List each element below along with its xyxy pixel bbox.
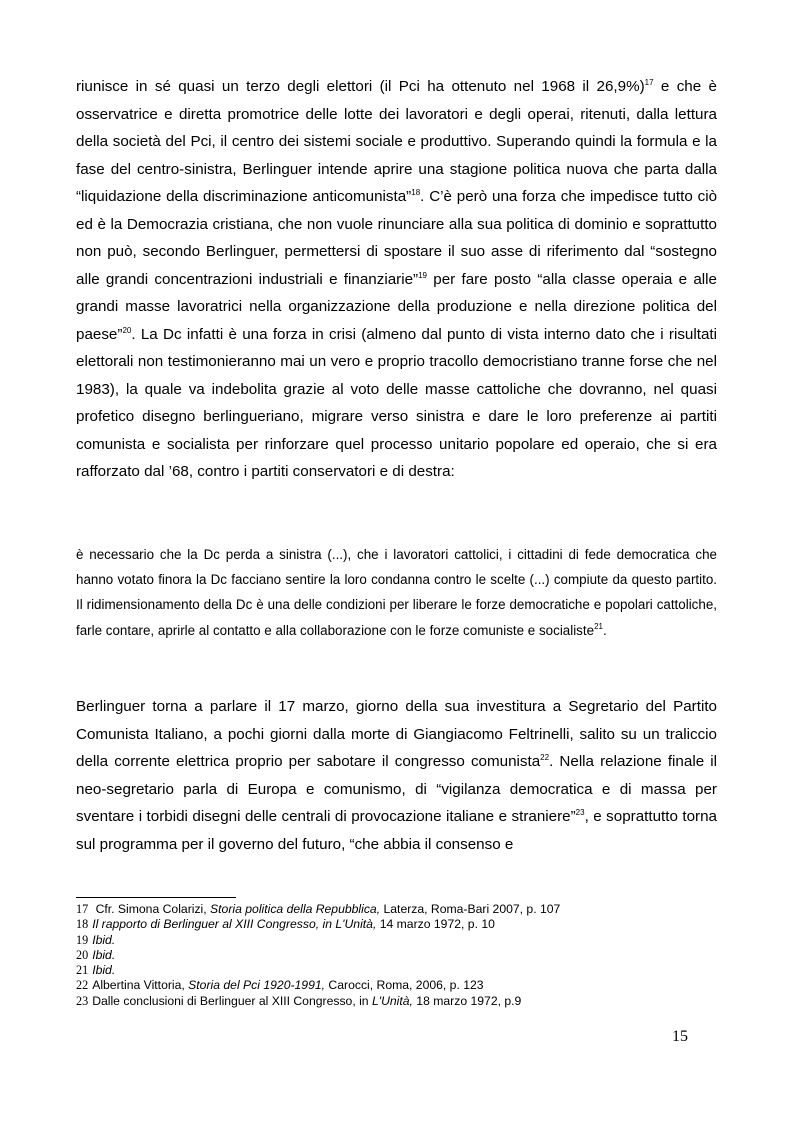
- footnote-ref[interactable]: 18: [411, 188, 421, 197]
- footnote-text: Laterza, Roma-Bari 2007, p. 107: [380, 902, 561, 916]
- footnote-number: 17: [76, 902, 89, 916]
- footnote-item: [76, 978, 717, 993]
- footnote-number: 20: [76, 947, 89, 962]
- paragraph-text: per fare posto “alla classe operaia e alle grandi masse lavoratrici nella organizzazione della produzione e nella direzione politica del paese”: [76, 270, 717, 343]
- footnote-ref[interactable]: 19: [418, 270, 427, 280]
- footnote-number: 19: [76, 932, 89, 947]
- footnote-title: Il rapporto di Berlinguer al XIII Congresso, in L'Unità,: [92, 917, 377, 932]
- footnote-text: Carocci, Roma, 2006, p. 123: [325, 978, 484, 993]
- footnote-number: 23: [76, 993, 89, 1008]
- footnote-title: L'Unità,: [371, 993, 413, 1008]
- paragraph-text: riunisce in sé quasi un terzo degli elettori (il Pci ha ottenuto nel 1968 il 26,9%): [76, 78, 645, 95]
- paragraph-text: . Nella relazione finale il neo-segretario parla di Europa e comunismo, di “vigilanza democratica e di massa per sventare i torbidi disegni delle centrali di provocazione italiane e straniere”: [76, 753, 717, 825]
- footnote-text: Albertina Vittoria,: [92, 978, 189, 993]
- footnote-item: [76, 994, 717, 1009]
- paragraph-text: . La Dc infatti è una forza in crisi (almeno dal punto di vista interno dato che i risultati elettorali non testimonieranno mai un vero e proprio tracollo democristiano tranne forse che nel 1983), la quale va indebolita grazie al voto delle masse cattoliche che dovranno, nel quasi profetico disegno berlingueriano, migrare verso sinistra e dare le loro preferenze ai partiti comunista e socialista per rinforzare quel processo unitario popolare ed operaio, che si era rafforzato dal ’68, contro i partiti conservatori e di destra:: [76, 325, 717, 480]
- body-paragraph-1: [76, 73, 717, 486]
- footnote-title: Storia del Pci 1920-1991,: [188, 978, 326, 993]
- quote-text: .: [602, 622, 607, 638]
- paragraph-text: . C’è però una forza che impedisce tutto ciò ed è la Democrazia cristiana, che non vuole rinunciare alla sua politica di dominio e soprattutto non può, secondo Berlinguer, permettersi di spostare il suo asse di riferimento dal “sostegno alle grandi concentrazioni industriali e finanziarie”: [76, 188, 718, 288]
- footnote-text: Dalle conclusioni di Berlinguer al XIII Congresso, in: [92, 993, 372, 1008]
- paragraph-text: Berlinguer torna a parlare il 17 marzo, giorno della sua investitura a Segretario del Partito Comunista Italiano, a pochi giorni dalla morte di Giangiacomo Feltrinelli, salito su un traliccio della corrente elettrica proprio per sabotare il congresso comunista: [76, 698, 717, 770]
- footnote-item: [76, 902, 717, 917]
- footnote-number: 18: [76, 917, 89, 932]
- paragraph-text: , e soprattutto torna sul programma per il governo del futuro, “che abbia il consenso e: [76, 808, 717, 853]
- footnote-item: [76, 963, 717, 978]
- body-paragraph-2: [76, 693, 717, 858]
- footnote-ref[interactable]: 21: [594, 621, 603, 631]
- footnote-text: 14 marzo 1972, p. 10: [376, 917, 495, 932]
- footnote-title: Ibid.: [92, 932, 116, 947]
- footnote-text: Cfr. Simona Colarizi,: [92, 902, 211, 916]
- footnote-ref[interactable]: 23: [575, 808, 585, 817]
- footnote-title: Ibid.: [92, 963, 116, 978]
- footnote-ref[interactable]: 17: [644, 78, 654, 87]
- footnote-ref[interactable]: 22: [540, 753, 550, 762]
- footnote-item: [76, 933, 717, 948]
- footnote-text: 18 marzo 1972, p.9: [412, 993, 522, 1008]
- footnote-number: 21: [76, 963, 89, 978]
- footnote-divider: [76, 897, 236, 898]
- footnote-title: Ibid.: [92, 947, 116, 962]
- block-quote: [76, 542, 717, 643]
- footnote-title: Storia politica della Repubblica,: [210, 902, 381, 916]
- quote-text: è necessario che la Dc perda a sinistra (...), che i lavoratori cattolici, i cittadini di fede democratica che hanno votato finora la Dc facciano sentire la loro condanna contro le scelte (...) compiute da questo partito. Il ridimensionamento della Dc è una delle condizioni per liberare le forze democratiche e popolari cattoliche, farle contare, aprirle al contatto e alla collaborazione con le forze comuniste e socialiste: [76, 547, 717, 638]
- footnote-item: [76, 917, 717, 932]
- paragraph-text: e che è osservatrice e diretta promotrice delle lotte dei lavoratori e degli operai, ritenuti, dalla lettura della società del Pci, il centro dei sistemi sociale e produttivo. Superando quindi la formula e la fase del centro-sinistra, Berlinguer intende aprire una stagione politica nuova che parta dalla “liquidazione della discriminazione anticomunista”: [76, 78, 717, 205]
- footnote-ref[interactable]: 20: [122, 325, 132, 335]
- footnotes-list: [76, 902, 717, 1009]
- page-number: 15: [672, 1028, 688, 1045]
- footnote-item: [76, 948, 717, 963]
- footnote-number: 22: [76, 978, 89, 993]
